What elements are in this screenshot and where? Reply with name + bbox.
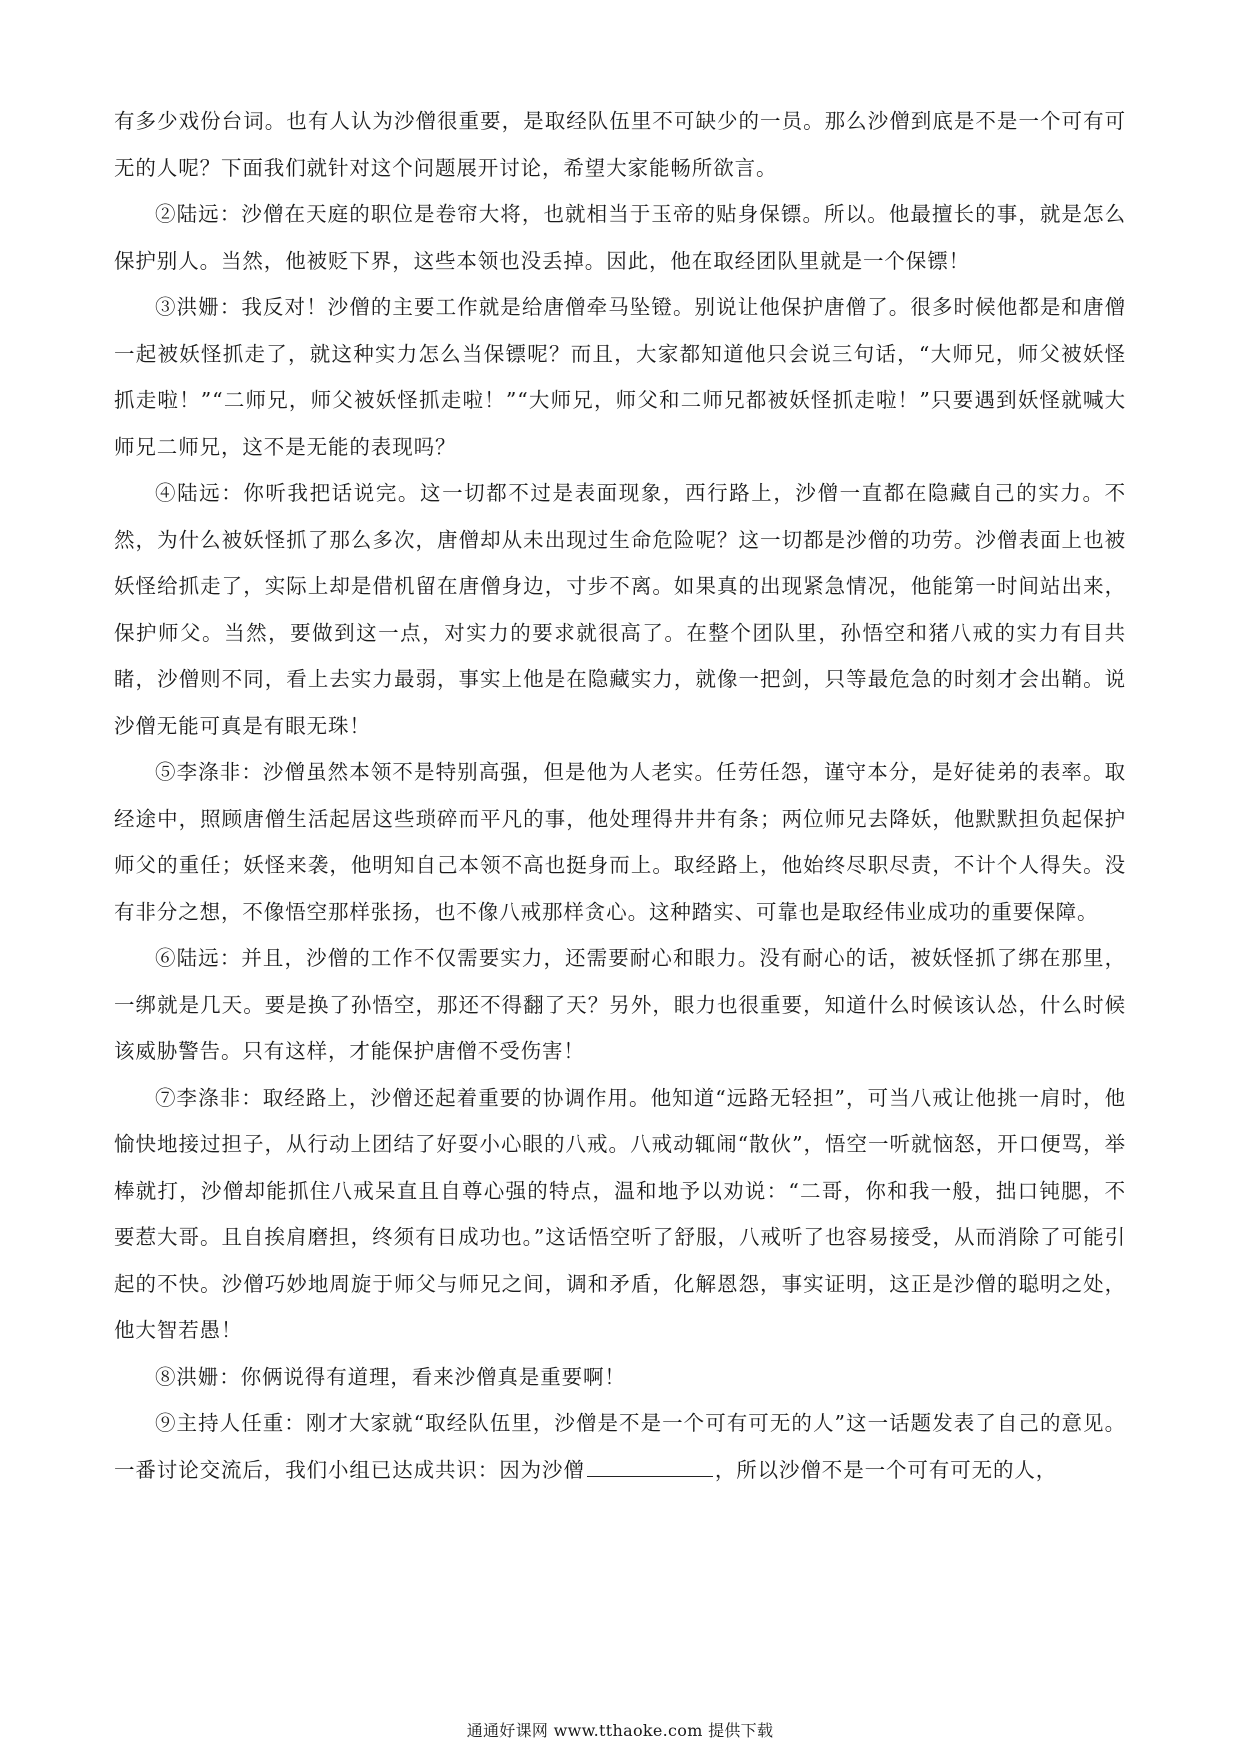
paragraph-8: ⑧洪姗：你俩说得有道理，看来沙僧真是重要啊！ [155, 1364, 626, 1389]
paragraph-9-before-blank: ⑨主持人任重：刚才大家就“取经队伍里，沙僧是不是一个可有可无的人”这一话题发表了自己的意见。一番讨论交流后，我们小组已达成共识：因为沙僧 [114, 1411, 1126, 1482]
paragraph-1: 有多少戏份台词。也有人认为沙僧很重要，是取经队伍里不可缺少的一员。那么沙僧到底是不是一个可有可无的人呢？下面我们就针对这个问题展开讨论，希望大家能畅所欲言。 [114, 109, 1126, 180]
document-body [114, 98, 1126, 1493]
answer-blank [587, 1456, 713, 1477]
paragraph-7: ⑦李涤非：取经路上，沙僧还起着重要的协调作用。他知道“远路无轻担”，可当八戒让他挑一肩时，他愉快地接过担子，从行动上团结了好耍小心眼的八戒。八戒动辄闹“散伙”，悟空一听就恼怒，开口便骂，举棒就打，沙僧却能抓住八戒呆直且自尊心强的特点，温和地予以劝说：“二哥，你和我一般，拙口钝腮，不要惹大哥。且自挨肩磨担，终须有日成功也。”这话悟空听了舒服，八戒听了也容易接受，从而消除了可能引起的不快。沙僧巧妙地周旋于师父与师兄之间，调和矛盾，化解恩怨，事实证明，这正是沙僧的聪明之处，他大智若愚！ [114, 1085, 1126, 1342]
paragraph-5: ⑤李涤非：沙僧虽然本领不是特别高强，但是他为人老实。任劳任怨，谨守本分，是好徒弟的表率。取经途中，照顾唐僧生活起居这些琐碎而平凡的事，他处理得井井有条；两位师兄去降妖，他默默担负起保护师父的重任；妖怪来袭，他明知自己本领不高也挺身而上。取经路上，他始终尽职尽责，不计个人得失。没有非分之想，不像悟空那样张扬，也不像八戒那样贪心。这种踏实、可靠也是取经伟业成功的重要保障。 [114, 760, 1126, 924]
paragraph-2: ②陆远：沙僧在天庭的职位是卷帘大将，也就相当于玉帝的贴身保镖。所以。他最擅长的事，就是怎么保护别人。当然，他被贬下界，这些本领也没丢掉。因此，他在取经团队里就是一个保镖！ [114, 202, 1126, 273]
page-footer: 通通好课网 www.tthaoke.com 提供下载 [466, 1721, 774, 1740]
paragraph-9-after-blank: ，所以沙僧不是一个可有可无的人， [714, 1457, 1058, 1482]
paragraph-9 [114, 1400, 1126, 1493]
paragraph-4: ④陆远：你听我把话说完。这一切都不过是表面现象，西行路上，沙僧一直都在隐藏自己的实力。不然，为什么被妖怪抓了那么多次，唐僧却从未出现过生命危险呢？这一切都是沙僧的功劳。沙僧表面上也被妖怪给抓走了，实际上却是借机留在唐僧身边，寸步不离。如果真的出现紧急情况，他能第一时间站出来，保护师父。当然，要做到这一点，对实力的要求就很高了。在整个团队里，孙悟空和猪八戒的实力有目共睹，沙僧则不同，看上去实力最弱，事实上他是在隐藏实力，就像一把剑，只等最危急的时刻才会出鞘。说沙僧无能可真是有眼无珠！ [114, 481, 1126, 738]
paragraph-6: ⑥陆远：并且，沙僧的工作不仅需要实力，还需要耐心和眼力。没有耐心的话，被妖怪抓了绑在那里，一绑就是几天。要是换了孙悟空，那还不得翻了天？另外，眼力也很重要，知道什么时候该认怂，什么时候该威胁警告。只有这样，才能保护唐僧不受伤害！ [114, 946, 1126, 1063]
paragraph-3: ③洪姗：我反对！沙僧的主要工作就是给唐僧牵马坠镫。别说让他保护唐僧了。很多时候他都是和唐僧一起被妖怪抓走了，就这种实力怎么当保镖呢？而且，大家都知道他只会说三句话，“大师兄，师父被妖怪抓走啦！”“二师兄，师父被妖怪抓走啦！”“大师兄，师父和二师兄都被妖怪抓走啦！”只要遇到妖怪就喊大师兄二师兄，这不是无能的表现吗？ [114, 295, 1126, 459]
